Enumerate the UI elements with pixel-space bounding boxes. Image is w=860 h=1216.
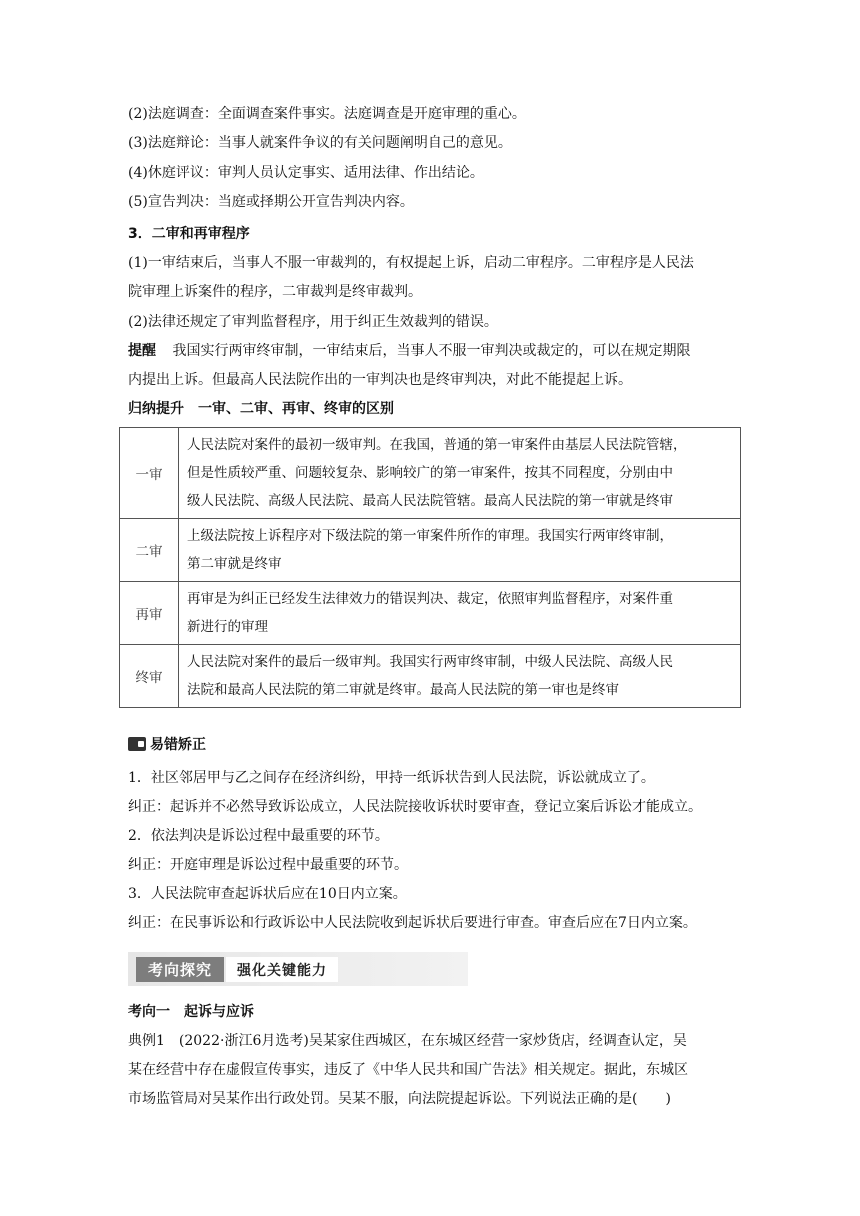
- section-banner: [128, 952, 468, 986]
- description-line: 新进行的审理: [187, 619, 268, 635]
- row-description: [179, 428, 741, 519]
- procedure-step-investigation: (2)法庭调查：全面调查案件事实。法庭调查是开庭审理的重心。: [128, 106, 526, 122]
- row-description: [179, 582, 741, 645]
- description-line: 上级法院按上诉程序对下级法院的第一审案件所作的审理。我国实行两审终审制，: [187, 528, 673, 544]
- procedure-step-deliberation: (4)休庭评议：审判人员认定事实、适用法律、作出结论。: [128, 165, 484, 181]
- example-line: 典例1 (2022·浙江6月选考)吴某家住西城区，在东城区经营一家炒货店，经调查认定，吴: [128, 1033, 687, 1049]
- trial-comparison-table: [119, 427, 741, 708]
- description-line: 人民法院对案件的最后一级审判。我国实行两审终审制，中级人民法院、高级人民: [187, 654, 673, 670]
- corrections-heading: [128, 735, 206, 753]
- description-line: 第二审就是终审: [187, 556, 282, 572]
- banner-light-label: 强化关键能力: [226, 957, 338, 982]
- example-line: 市场监管局对吴某作出行政处罚。吴某不服，向法院提起诉讼。下列说法正确的是( ): [128, 1091, 671, 1107]
- reminder-line: 内提出上诉。但最高人民法院作出的一审判决也是终审判决，对此不能提起上诉。: [128, 372, 632, 388]
- table-row: [120, 428, 741, 519]
- table-row: [120, 519, 741, 582]
- section-heading-second-trial: 3．二审和再审程序: [128, 226, 250, 242]
- correction-item: 纠正：起诉并不必然导致诉讼成立，人民法院接收诉状时要审查，登记立案后诉讼才能成立。: [128, 799, 702, 815]
- section-marker-icon: [128, 737, 146, 751]
- banner-dark-label: 考向探究: [136, 957, 224, 982]
- row-name: 再审: [120, 582, 179, 645]
- correction-item: 纠正：在民事诉讼和行政诉讼中人民法院收到起诉状后要进行审查。审查后应在7日内立案。: [128, 915, 697, 931]
- table-row: [120, 582, 741, 645]
- second-trial-paragraph-line: 院审理上诉案件的程序，二审裁判是终审裁判。: [128, 284, 422, 300]
- row-description: [179, 519, 741, 582]
- reminder-line: [128, 341, 690, 361]
- row-name: 二审: [120, 519, 179, 582]
- procedure-step-debate: (3)法庭辩论：当事人就案件争议的有关问题阐明自己的意见。: [128, 135, 512, 151]
- summary-heading: 归纳提升 一审、二审、再审、终审的区别: [128, 401, 394, 417]
- description-line: 级人民法院、高级人民法院、最高人民法院管辖。最高人民法院的第一审就是终审: [187, 493, 673, 509]
- correction-item: 纠正：开庭审理是诉讼过程中最重要的环节。: [128, 857, 408, 873]
- correction-item: 2．依法判决是诉讼过程中最重要的环节。: [128, 828, 389, 844]
- description-line: 但是性质较严重、问题较复杂、影响较广的第一审案件，按其不同程度，分别由中: [187, 465, 673, 481]
- procedure-step-judgment: (5)宣告判决：当庭或择期公开宣告判决内容。: [128, 194, 414, 210]
- description-line: 人民法院对案件的最初一级审判。在我国，普通的第一审案件由基层人民法院管辖，: [187, 437, 687, 453]
- row-description: [179, 645, 741, 708]
- correction-item: 3．人民法院审查起诉状后应在10日内立案。: [128, 886, 407, 902]
- second-trial-paragraph-line: (1)一审结束后，当事人不服一审裁判的，有权提起上诉，启动二审程序。二审程序是人民法: [128, 255, 694, 271]
- direction-heading: 考向一 起诉与应诉: [128, 1004, 254, 1020]
- row-name: 一审: [120, 428, 179, 519]
- reminder-label: 提醒: [128, 343, 156, 359]
- corrections-title: 易错矫正: [150, 737, 206, 753]
- table-row: [120, 645, 741, 708]
- reminder-text: 我国实行两审终审制，一审结束后，当事人不服一审判决或裁定的，可以在规定期限: [172, 343, 691, 359]
- row-name: 终审: [120, 645, 179, 708]
- description-line: 再审是为纠正已经发生法律效力的错误判决、裁定，依照审判监督程序，对案件重: [187, 591, 673, 607]
- correction-item: 1．社区邻居甲与乙之间存在经济纠纷，甲持一纸诉状告到人民法院，诉讼就成立了。: [128, 770, 655, 786]
- supervision-paragraph: (2)法律还规定了审判监督程序，用于纠正生效裁判的错误。: [128, 314, 498, 330]
- description-line: 法院和最高人民法院的第二审就是终审。最高人民法院的第一审也是终审: [187, 682, 619, 698]
- example-line: 某在经营中存在虚假宣传事实，违反了《中华人民共和国广告法》相关规定。据此，东城区: [128, 1062, 688, 1078]
